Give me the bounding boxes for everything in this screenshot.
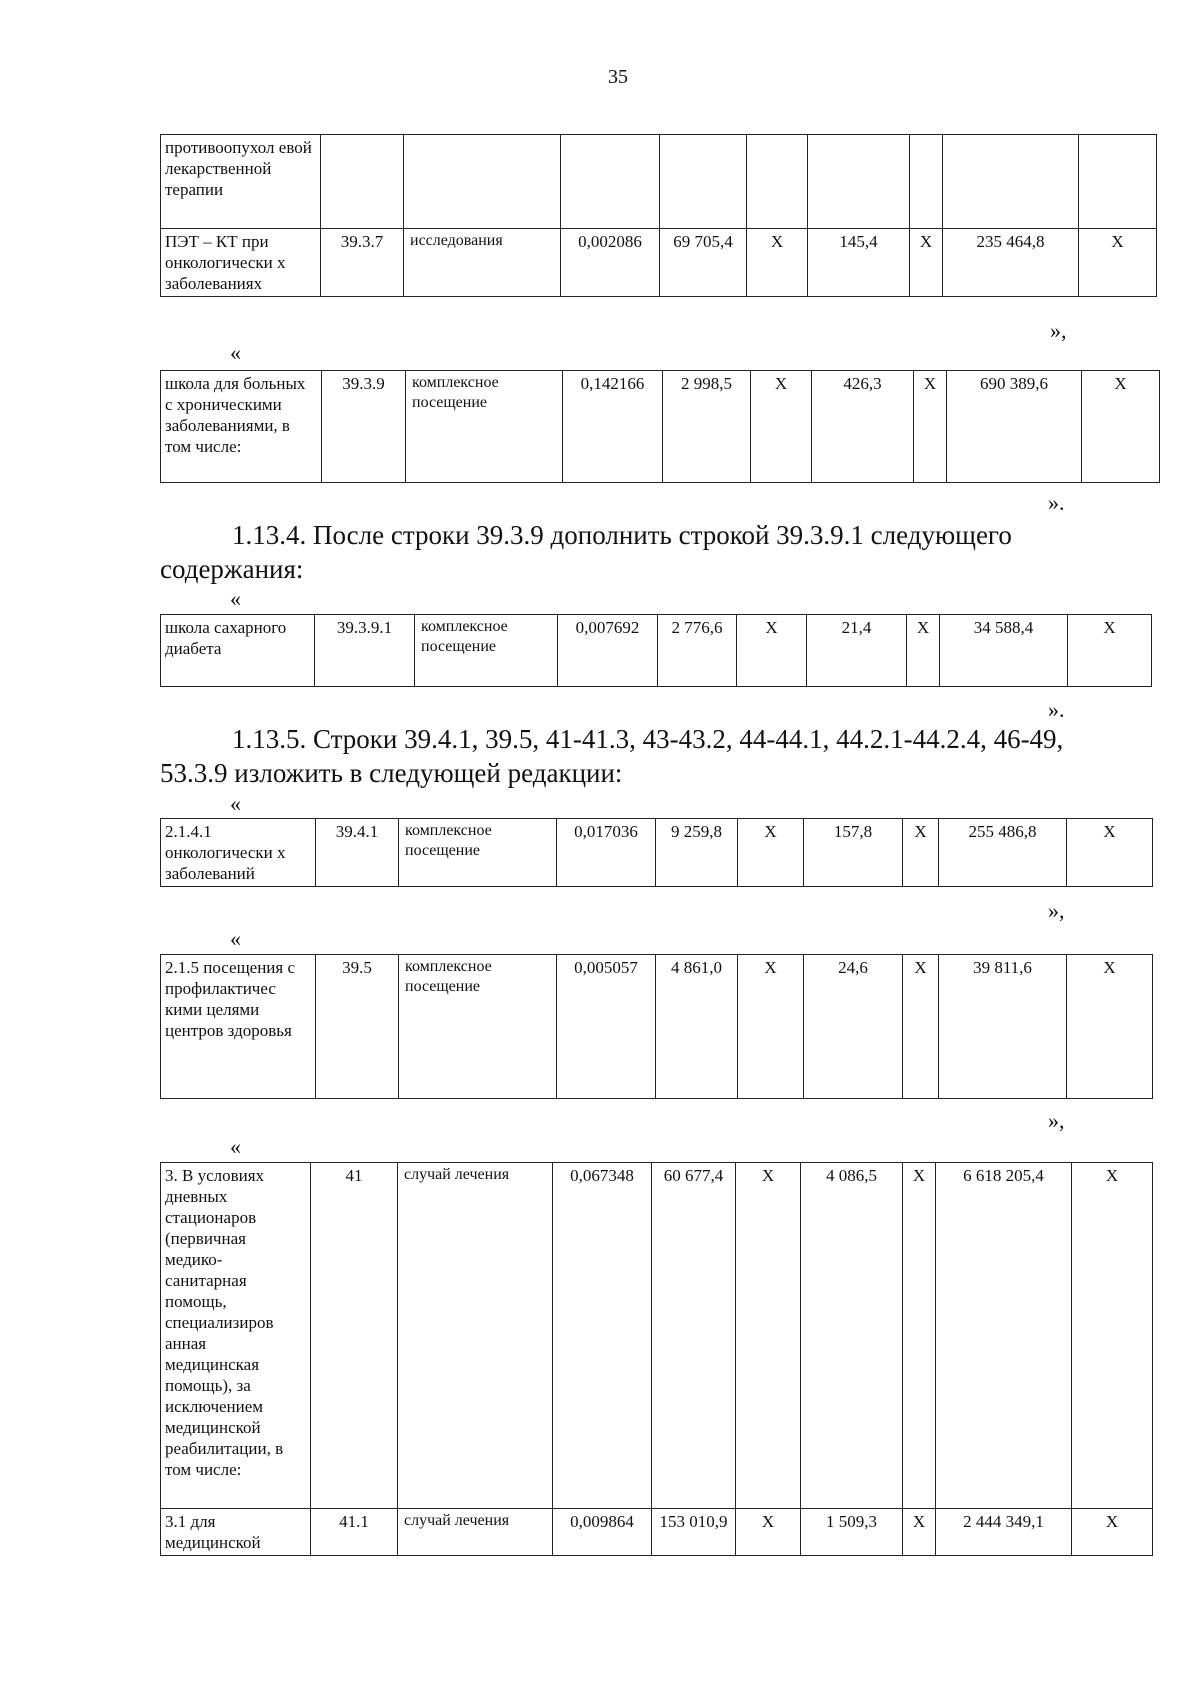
table-school-diabetes [160,614,1152,687]
paragraph-1-13-4 [160,518,1072,586]
row-unit: комплексное посещение [399,955,557,1099]
row-total: 34 588,4 [940,615,1068,687]
row-x: Х [747,229,808,297]
row-norm: 0,009864 [553,1509,652,1556]
table-day-hospitals [160,1162,1153,1556]
row-name: 3.1 для медицинской [161,1509,311,1556]
row-name: 3. В условиях дневных стационаров (первичная медико- санитарная помощь, специализиров анная медицинская помощь), за исключением медицинской реабилитации, в том числе: [161,1163,311,1509]
table-school-chronic [160,370,1160,483]
row-x: Х [1067,819,1153,887]
opening-quote: « [230,340,241,365]
row-cost: 60 677,4 [652,1163,736,1509]
row-x: Х [910,229,943,297]
row-name: противоопухол евой лекарственной терапии [161,135,321,229]
paragraph-number: 1.13.4. [232,520,307,550]
table-row [161,135,1157,229]
row-unit: комплексное посещение [406,371,563,483]
row-cost: 153 010,9 [652,1509,736,1556]
row-x: Х [736,1509,801,1556]
row-number: 39.3.7 [321,229,404,297]
row-number [321,135,404,229]
row-x [910,135,943,229]
row-x: Х [751,371,812,483]
row-per-capita: 145,4 [808,229,910,297]
row-per-capita [808,135,910,229]
row-name: 2.1.5 посещения с профилактичес кими целями центров здоровья [161,955,316,1099]
table-health-centers [160,954,1153,1099]
table-continuation [160,134,1157,297]
table-oncology-visit [160,818,1153,887]
row-name: ПЭТ – КТ при онкологически х заболеваниях [161,229,321,297]
table-row [161,229,1157,297]
row-x: Х [1079,229,1157,297]
row-x: Х [903,1163,936,1509]
closing-quote: ». [1048,697,1065,722]
row-x: Х [737,615,807,687]
row-total: 39 811,6 [939,955,1067,1099]
row-total: 690 389,6 [947,371,1082,483]
row-x: Х [903,955,939,1099]
table-row [161,1509,1153,1556]
row-x: Х [738,955,804,1099]
row-unit: случай лечения [398,1163,553,1509]
row-cost [660,135,747,229]
row-number: 39.4.1 [316,819,399,887]
row-number: 39.3.9.1 [315,615,415,687]
table-row [161,819,1153,887]
row-unit: исследования [404,229,561,297]
row-cost: 4 861,0 [656,955,738,1099]
row-norm: 0,142166 [563,371,663,483]
row-cost: 2 776,6 [658,615,737,687]
row-x: Х [736,1163,801,1509]
row-name: 2.1.4.1 онкологически х заболеваний [161,819,316,887]
table-row [161,955,1153,1099]
row-x [1079,135,1157,229]
row-x: Х [903,1509,936,1556]
closing-quote: ». [1048,490,1065,515]
closing-quote: », [1048,898,1065,923]
row-norm: 0,002086 [561,229,660,297]
row-unit: случай лечения [398,1509,553,1556]
table-row [161,1163,1153,1509]
row-name: школа для больных с хроническими заболеваниями, в том числе: [161,371,322,483]
row-cost: 69 705,4 [660,229,747,297]
row-unit [404,135,561,229]
row-unit: комплексное посещение [415,615,558,687]
row-x [747,135,808,229]
opening-quote: « [230,586,241,611]
row-norm: 0,017036 [557,819,656,887]
closing-quote: », [1048,1108,1065,1133]
row-norm: 0,005057 [557,955,656,1099]
row-per-capita: 1 509,3 [801,1509,903,1556]
opening-quote: « [230,791,241,816]
row-x: Х [914,371,947,483]
row-norm [561,135,660,229]
row-total: 2 444 349,1 [936,1509,1072,1556]
row-x: Х [1068,615,1152,687]
row-per-capita: 157,8 [804,819,903,887]
row-number: 39.5 [316,955,399,1099]
row-per-capita: 4 086,5 [801,1163,903,1509]
row-name: школа сахарного диабета [161,615,315,687]
opening-quote: « [230,1134,241,1159]
row-total: 235 464,8 [943,229,1079,297]
row-number: 41 [311,1163,398,1509]
row-number: 41.1 [311,1509,398,1556]
row-x: Х [1082,371,1160,483]
paragraph-number: 1.13.5. [232,724,307,754]
row-x: Х [1067,955,1153,1099]
table-row [161,615,1152,687]
paragraph-1-13-5 [160,722,1072,790]
row-norm: 0,007692 [558,615,658,687]
row-unit: комплексное посещение [399,819,557,887]
row-per-capita: 24,6 [804,955,903,1099]
row-x: Х [907,615,940,687]
row-total [943,135,1079,229]
row-total: 6 618 205,4 [936,1163,1072,1509]
row-x: Х [738,819,804,887]
row-cost: 2 998,5 [663,371,751,483]
row-cost: 9 259,8 [656,819,738,887]
row-per-capita: 426,3 [812,371,914,483]
paragraph-text: После строки 39.3.9 дополнить строкой 39.3.9.1 следующего содержания: [160,520,1012,584]
row-norm: 0,067348 [553,1163,652,1509]
row-x: Х [1072,1509,1153,1556]
page-number: 35 [608,66,628,88]
row-number: 39.3.9 [322,371,406,483]
row-x: Х [1072,1163,1153,1509]
table-row [161,371,1160,483]
opening-quote: « [230,926,241,951]
row-total: 255 486,8 [939,819,1067,887]
row-x: Х [903,819,939,887]
paragraph-text: Строки 39.4.1, 39.5, 41-41.3, 43-43.2, 44-44.1, 44.2.1-44.2.4, 46-49, 53.3.9 изложить в следующей редакции: [160,724,1064,788]
closing-quote: », [1050,318,1067,343]
row-per-capita: 21,4 [807,615,907,687]
